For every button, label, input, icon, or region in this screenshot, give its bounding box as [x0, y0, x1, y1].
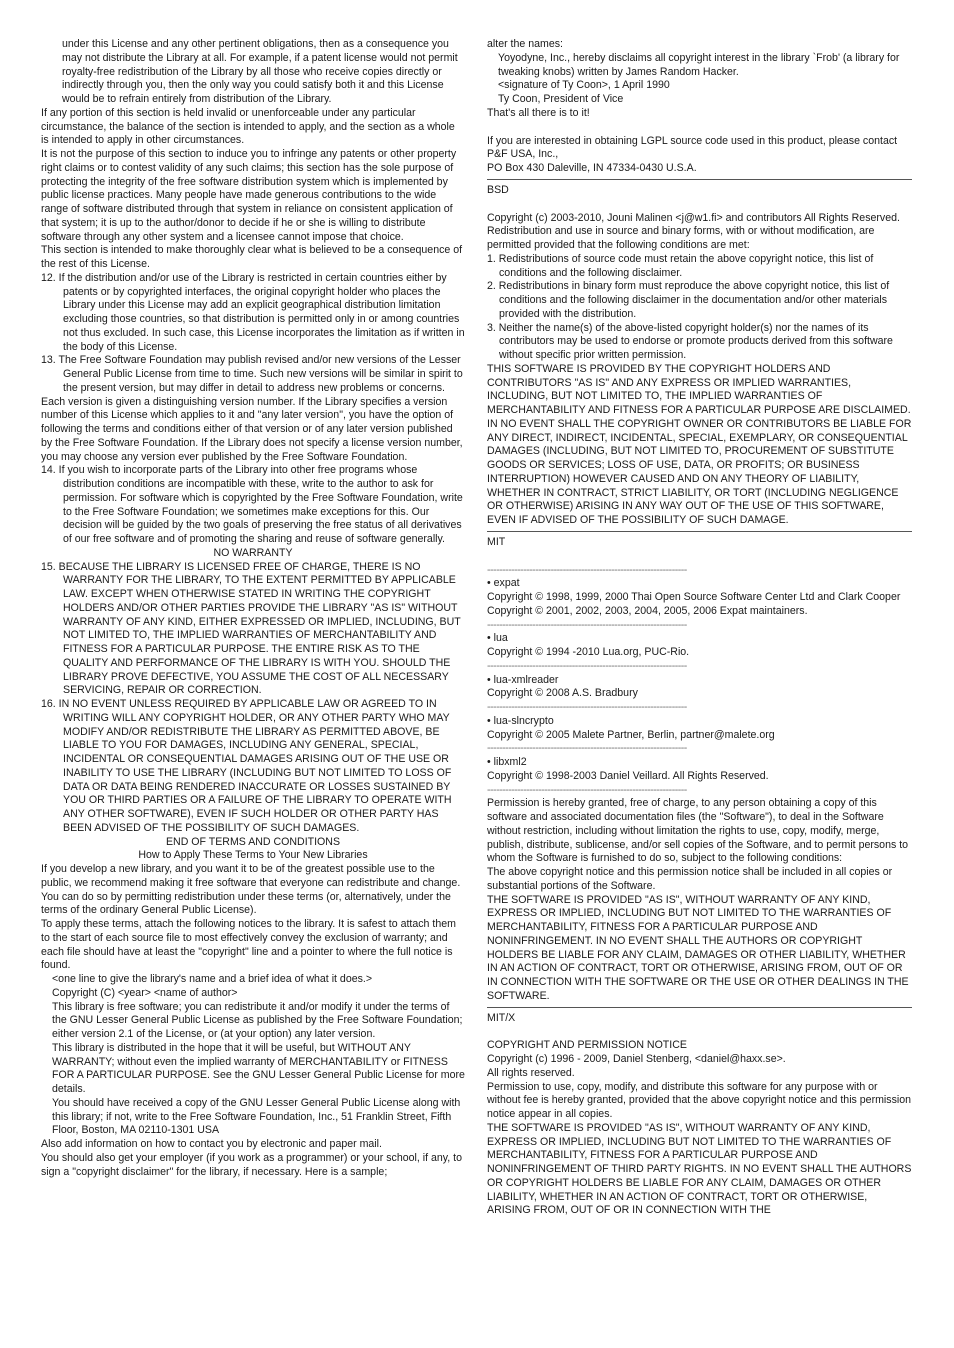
mit-warranty-disclaimer: THE SOFTWARE IS PROVIDED "AS IS", WITHOUT WARRANTY OF ANY KIND, EXPRESS OR IMPLIED, INCLUDING BUT NOT LIMITED TO THE WARRANTIES OF MERCHANTABILITY, FITNESS FOR A PARTICULAR PURPOSE AND NONINFRINGEMENT. IN NO EVENT SHALL THE AUTHORS OR COPYRIGHT HOLDERS BE LIABLE FOR ANY CLAIM, DAMAGES OR OTHER LIABILITY, WHETHER IN AN ACTION OF CONTRACT, TORT OR OTHERWISE, ARISING FROM, OUT OF OR IN CONNECTION WITH THE SOFTWARE OR THE USE OR OTHER DEALINGS IN THE SOFTWARE.: [487, 893, 909, 1002]
notice-line: Copyright (C) <year> <name of author>: [52, 986, 238, 999]
section-divider: [487, 1007, 912, 1008]
component-lua: • lua: [487, 632, 508, 645]
how-to-apply-heading: How to Apply These Terms to Your New Libraries: [138, 849, 368, 862]
lua-xmlreader-copyright: Copyright © 2008 A.S. Bradbury: [487, 687, 638, 700]
dashed-separator: ------------------------------------------------------------------: [487, 783, 687, 796]
section-divider: [487, 179, 912, 180]
sample-intro: alter the names:: [487, 38, 563, 50]
notice-paragraph: This library is distributed in the hope that it will be useful, but WITHOUT ANY WARRANTY; without even the implied warranty of MERCHANTABILITY or FITNESS FOR A PARTICULAR PURPOSE. See the GNU Lesser General Public License for more details.: [52, 1041, 465, 1095]
mit-notice: The above copyright notice and this permission notice shall be included in all copies or substantial portions of the Software.: [487, 866, 893, 892]
lgpl-section-16: 16. IN NO EVENT UNLESS REQUIRED BY APPLICABLE LAW OR AGREED TO IN WRITING WILL ANY COPYRIGHT HOLDER, OR ANY OTHER PARTY WHO MAY MODIFY AND/OR REDISTRIBUTE THE LIBRARY AS PERMITTED ABOVE, BE LIABLE TO YOU FOR DAMAGES, INCLUDING ANY GENERAL, SPECIAL, INCIDENTAL OR CONSEQUENTIAL DAMAGES ARISING OUT OF THE USE OR INABILITY TO USE THE LIBRARY (INCLUDING BUT NOT LIMITED TO LOSS OF DATA OR DATA BEING RENDERED INACCURATE OR LOSSES SUSTAINED BY YOU OR THIRD PARTIES OR A FAILURE OF THE LIBRARY TO OPERATE WITH ANY OTHER SOFTWARE), EVEN IF SUCH HOLDER OR OTHER PARTY HAS BEEN ADVISED OF THE POSSIBILITY OF SUCH DAMAGES.: [41, 698, 452, 834]
lgpl-section-14: 14. If you wish to incorporate parts of the Library into other free programs whose distribution conditions are incompatible with these, write to the author to ask for permission. For software which is copyrighted by the Free Software Foundation, write to the Free Software Foundation; we sometimes make exceptions for this. Our decision will be guided by the two goals of preserving the free status of all derivatives of our free software and of promoting the sharing and reuse of software generally.: [41, 464, 463, 545]
sample-closing: That's all there is to it!: [487, 106, 590, 119]
lgpl-paragraph: under this License and any other pertinent obligations, then as a consequence you may not distribute the Library at all. For example, if a patent license would not permit royalty-free redistribution of the Library by all those who receive copies directly or indirectly through you, then the only way you could satisfy both it and this License would be to refrain entirely from distribution of the Library.: [62, 38, 458, 105]
lgpl-paragraph: You should also get your employer (if you work as a programmer) or your school, if any, to sign a "copyright disclaimer" for the library, if necessary. Here is a sample;: [41, 1151, 463, 1178]
mit-heading: MIT: [487, 535, 506, 548]
dashed-separator: ------------------------------------------------------------------: [487, 701, 687, 713]
lgpl-paragraph: Each version is given a distinguishing version number. If the Library specifies a version number of this License which applies to it and "any later version", you have the option of following the terms and conditions either of that version or of any later version published by the Free Software Foundation. If the Library does not specify a license version number, you may choose any version ever published by the Free Software Foundation.: [41, 395, 463, 463]
mit-permission: Permission is hereby granted, free of charge, to any person obtaining a copy of this software and associated documentation files (the "Software"), to deal in the Software without restriction, including without limitation the rights to use, copy, modify, merge, publish, distribute, sublicense, and/or sell copies of the Software, and to permit persons to whom the Software is furnished to do so, subject to the following conditions:: [487, 797, 909, 865]
bsd-liability: IN NO EVENT SHALL THE COPYRIGHT OWNER OR CONTRIBUTORS BE LIABLE FOR ANY DIRECT, INDIRECT, INCIDENTAL, SPECIAL, EXEMPLARY, OR CONSEQUENTIAL DAMAGES (INCLUDING, BUT NOT LIMITED TO, PROCUREMENT OF SUBSTITUTE GOODS OR SERVICES; LOSS OF USE, DATA, OR PROFITS; OR BUSINESS INTERRUPTION) HOWEVER CAUSED AND ON ANY THEORY OF LIABILITY, WHETHER IN CONTRACT, STRICT LIABILITY, OR TORT (INCLUDING NEGLIGENCE OR OTHERWISE) ARISING IN ANY WAY OUT OF THE USE OF THIS SOFTWARE, EVEN IF ADVISED OF THE POSSIBILITY OF SUCH DAMAGE.: [487, 417, 912, 526]
component-libxml2: • libxml2: [487, 756, 527, 768]
contact-address: PO Box 430 Daleville, IN 47334-0430 U.S.A.: [487, 162, 697, 174]
sample-signer: Ty Coon, President of Vice: [498, 93, 624, 105]
lua-copyright: Copyright © 1994 -2010 Lua.org, PUC-Rio.: [487, 646, 690, 658]
bsd-condition-3: 3. Neither the name(s) of the above-listed copyright holder(s) nor the names of its contributors may be used to endorse or promote products derived from this software without specific prior written permission.: [487, 321, 893, 361]
mitx-heading: MIT/X: [487, 1011, 516, 1024]
dashed-separator: ------------------------------------------------------------------: [487, 563, 687, 576]
component-lua-xmlreader: • lua-xmlreader: [487, 673, 559, 686]
mitx-title: COPYRIGHT AND PERMISSION NOTICE: [487, 1039, 687, 1052]
lgpl-paragraph: It is not the purpose of this section to induce you to infringe any patents or other property right claims or to contest validity of any such claims; this section has the sole purpose of protecting the integrity of the free software distribution system which is implemented by public license practices. Many people have made generous contributions to the wide range of software distributed through that system in reliance on consistent application of that system; it is up to the author/donor to decide if he or she is willing to distribute software through any other system and a licensee cannot impose that choice.: [41, 148, 457, 243]
expat-copyright-1: Copyright © 1998, 1999, 2000 Thai Open Source Software Center Ltd and Clark Cooper: [487, 591, 901, 603]
component-lua-slncrypto: • lua-slncrypto: [487, 714, 554, 727]
dashed-separator: ------------------------------------------------------------------: [487, 659, 687, 672]
mitx-warranty-disclaimer: THE SOFTWARE IS PROVIDED "AS IS", WITHOUT WARRANTY OF ANY KIND, EXPRESS OR IMPLIED, INCLUDING BUT NOT LIMITED TO THE WARRANTIES OF MERCHANTABILITY, FITNESS FOR A PARTICULAR PURPOSE AND NONINFRINGEMENT OF THIRD PARTY RIGHTS. IN NO EVENT SHALL THE AUTHORS OR COPYRIGHT HOLDERS BE LIABLE FOR ANY CLAIM, DAMAGES OR OTHER LIABILITY, WHETHER IN AN ACTION OF CONTRACT, TORT OR OTHERWISE, ARISING FROM, OUT OF OR IN CONNECTION WITH THE: [487, 1121, 912, 1217]
right-column: [487, 38, 912, 1218]
lua-slncrypto-copyright: Copyright © 2005 Malete Partner, Berlin, partner@malete.org: [487, 728, 775, 741]
lgpl-source-offer: If you are interested in obtaining LGPL source code used in this product, please contact P&F USA, Inc.,: [487, 134, 898, 161]
end-of-terms-heading: END OF TERMS AND CONDITIONS: [165, 835, 341, 848]
left-column: [41, 38, 465, 1179]
lgpl-section-15: 15. BECAUSE THE LIBRARY IS LICENSED FREE OF CHARGE, THERE IS NO WARRANTY FOR THE LIBRARY, TO THE EXTENT PERMITTED BY APPLICABLE LAW. EXCEPT WHEN OTHERWISE STATED IN WRITING THE COPYRIGHT HOLDERS AND/OR OTHER PARTIES PROVIDE THE LIBRARY "AS IS" WITHOUT WARRANTY OF ANY KIND, EITHER EXPRESSED OR IMPLIED, INCLUDING, BUT NOT LIMITED TO, THE IMPLIED WARRANTIES OF MERCHANTABILITY AND FITNESS FOR A PARTICULAR PURPOSE. THE ENTIRE RISK AS TO THE QUALITY AND PERFORMANCE OF THE LIBRARY IS WITH YOU. SHOULD THE LIBRARY PROVE DEFECTIVE, YOU ASSUME THE COST OF ALL NECESSARY SERVICING, REPAIR OR CORRECTION.: [41, 560, 461, 697]
spacer: [487, 1025, 912, 1039]
libxml2-copyright: Copyright © 1998-2003 Daniel Veillard. All Rights Reserved.: [487, 769, 769, 782]
bsd-intro: Redistribution and use in source and binary forms, with or without modification, are permitted provided that the following conditions are met:: [487, 225, 875, 251]
sample-disclaimer: Yoyodyne, Inc., hereby disclaims all copyright interest in the library `Frob' (a library for tweaking knobs) written by James Random Hacker.: [498, 51, 900, 78]
bsd-heading: BSD: [487, 183, 509, 196]
spacer: [487, 550, 912, 564]
lgpl-section-12: 12. If the distribution and/or use of the Library is restricted in certain countries either by patents or by copyrighted interfaces, the original copyright holder who places the Library under this License may add an explicit geographical distribution limitation excluding those countries, so that distribution is permitted only in or among countries not thus excluded. In such case, this License incorporates the limitation as if written in the body of this License.: [41, 271, 465, 353]
notice-paragraph: This library is free software; you can redistribute it and/or modify it under the terms of the GNU Lesser General Public License as published by the Free Software Foundation; either version 2.1 of the License, or (at your option) any later version.: [52, 1000, 463, 1040]
bsd-disclaimer: THIS SOFTWARE IS PROVIDED BY THE COPYRIGHT HOLDERS AND CONTRIBUTORS "AS IS" AND ANY EXPRESS OR IMPLIED WARRANTIES, INCLUDING, BUT NOT LIMITED TO, THE IMPLIED WARRANTIES OF MERCHANTABILITY AND FITNESS FOR A PARTICULAR PURPOSE ARE DISCLAIMED.: [487, 362, 911, 416]
bsd-condition-2: 2. Redistributions in binary form must reproduce the above copyright notice, this list of conditions and the following disclaimer in the documentation and/or other materials provided with the distribution.: [487, 280, 890, 320]
bsd-condition-1: 1. Redistributions of source code must retain the above copyright notice, this list of conditions and the following disclaimer.: [487, 252, 874, 279]
lgpl-paragraph: To apply these terms, attach the following notices to the library. It is safest to attach them to the start of each source file to most effectively convey the exclusion of warranty; and each file should have at least the "copyright" line and a pointer to where the full notice is found.: [41, 918, 456, 972]
spacer: [487, 121, 912, 135]
lgpl-paragraph: Also add information on how to contact you by electronic and paper mail.: [41, 1138, 382, 1150]
mitx-rights: All rights reserved.: [487, 1066, 575, 1079]
mitx-permission: Permission to use, copy, modify, and distribute this software for any purpose with or without fee is hereby granted, provided that the above copyright notice and this permission notice appear in all copies.: [487, 1080, 912, 1120]
lgpl-paragraph: If you develop a new library, and you want it to be of the greatest possible use to the public, we recommend making it free software that everyone can redistribute and change. You can do so by permitting redistribution under these terms (or, alternatively, under the terms of the ordinary General Public License).: [41, 863, 461, 917]
mitx-copyright: Copyright (c) 1996 - 2009, Daniel Stenberg, <daniel@haxx.se>.: [487, 1053, 786, 1065]
dashed-separator: ------------------------------------------------------------------: [487, 742, 687, 755]
lgpl-paragraph: If any portion of this section is held invalid or unenforceable under any particular circumstance, the balance of the section is intended to apply, and the section as a whole is intended to apply in other circumstances.: [41, 106, 455, 147]
lgpl-section-13: 13. The Free Software Foundation may publish revised and/or new versions of the Lesser General Public License from time to time. Such new versions will be similar in spirit to the present version, but may differ in detail to address new problems or concerns.: [41, 354, 463, 394]
spacer: [487, 198, 912, 212]
section-divider: [487, 531, 912, 532]
notice-line: <one line to give the library's name and a brief idea of what it does.>: [52, 973, 373, 985]
no-warranty-heading: NO WARRANTY: [213, 546, 293, 559]
expat-copyright-2: Copyright © 2001, 2002, 2003, 2004, 2005, 2006 Expat maintainers.: [487, 604, 808, 617]
notice-paragraph: You should have received a copy of the GNU Lesser General Public License along with this library; if not, write to the Free Software Foundation, Inc., 51 Franklin Street, Fifth Floor, Boston, MA 02110-1301 USA: [52, 1096, 461, 1137]
bsd-copyright: Copyright (c) 2003-2010, Jouni Malinen <j@w1.fi> and contributors All Rights Reserved.: [487, 211, 900, 224]
sample-signature: <signature of Ty Coon>, 1 April 1990: [498, 79, 670, 92]
dashed-separator: ------------------------------------------------------------------: [487, 618, 687, 631]
lgpl-paragraph: This section is intended to make thoroughly clear what is believed to be a consequence of the rest of this License.: [41, 244, 463, 270]
component-expat: • expat: [487, 577, 520, 590]
